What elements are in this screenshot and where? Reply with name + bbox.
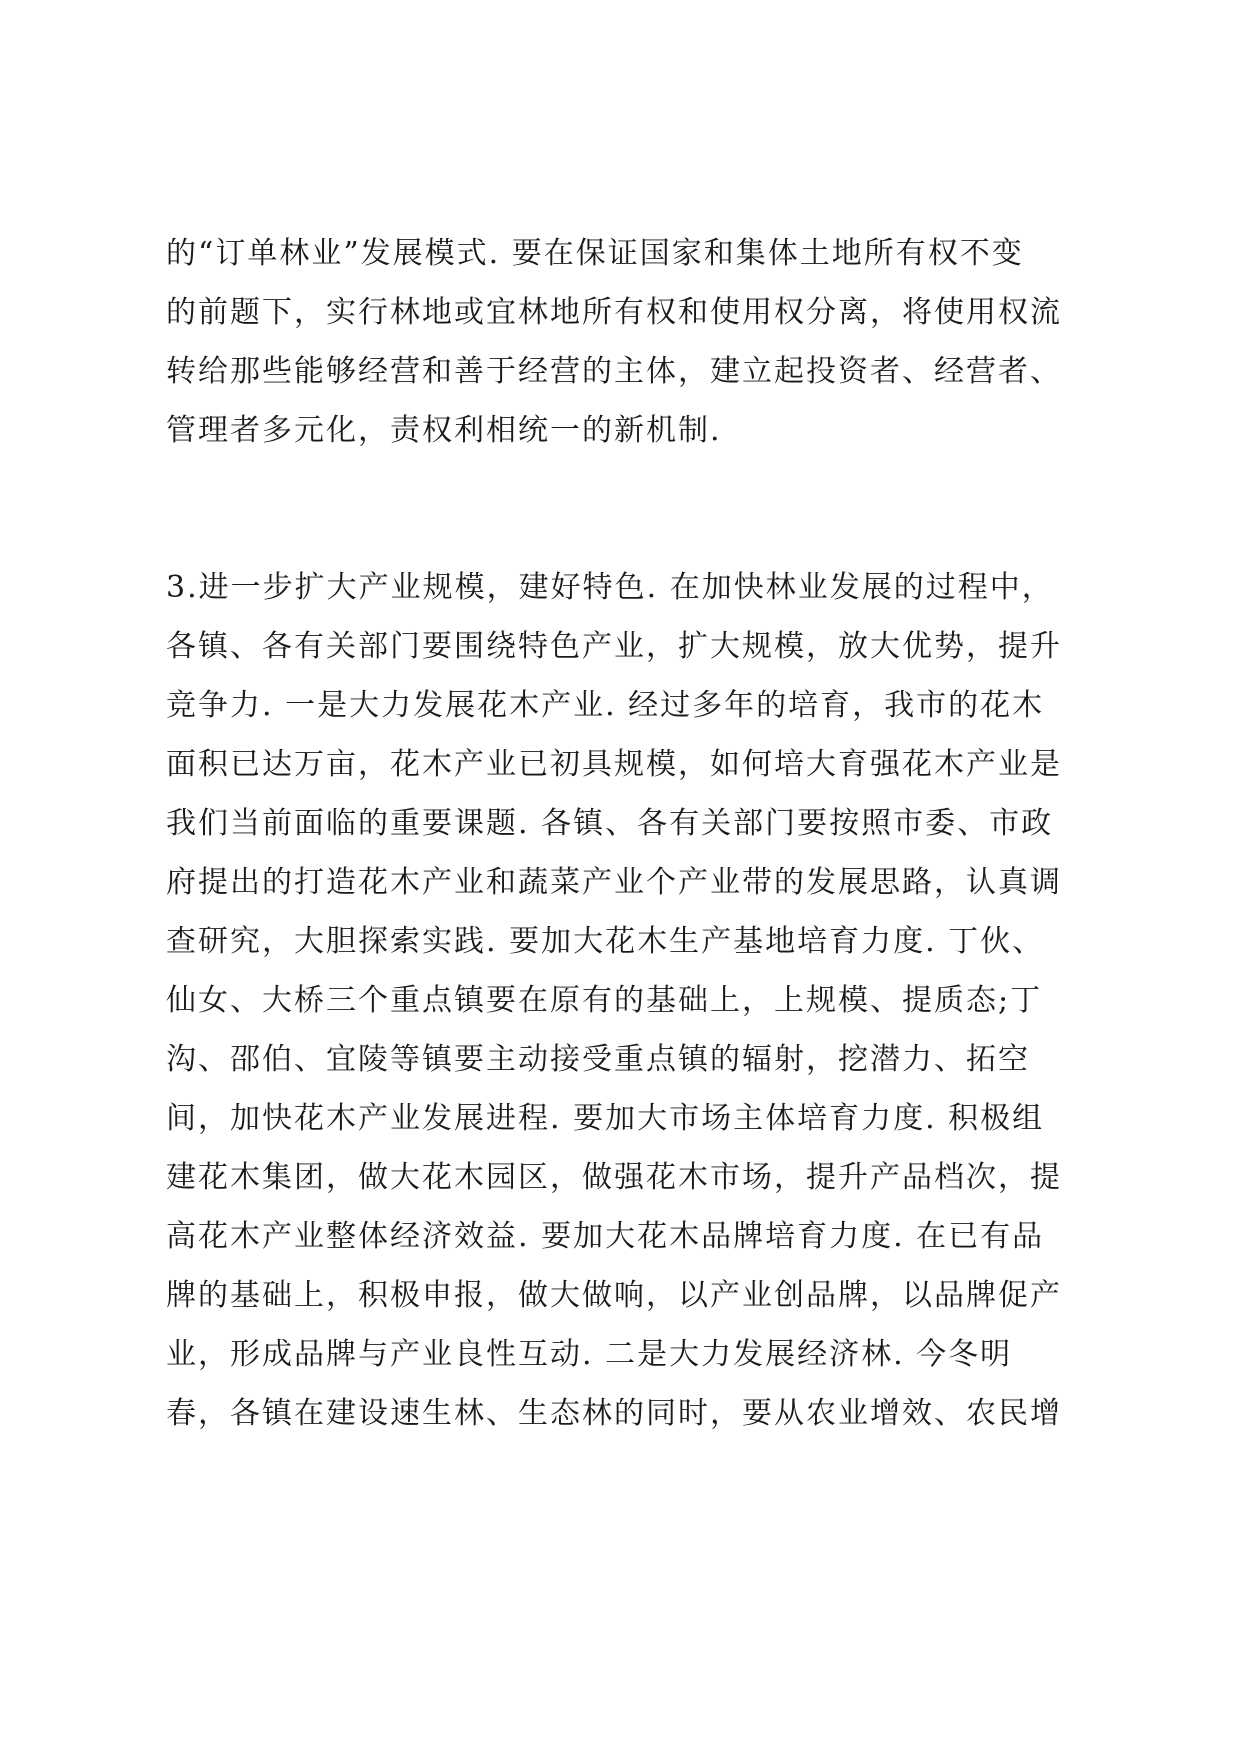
- text-line: 的前题下，实行林地或宜林地所有权和使用权分离，将使用权流: [166, 295, 1062, 330]
- text-line: 春，各镇在建设速生林、生态林的同时，要从农业增效、农民增: [166, 1396, 1062, 1431]
- text-line: 竞争力. 一是大力发展花木产业. 经过多年的培育，我市的花木: [166, 688, 1045, 723]
- text-line: 高花木产业整体经济效益. 要加大花木品牌培育力度. 在已有品: [166, 1219, 1045, 1254]
- text-line: 业，形成品牌与产业良性互动. 二是大力发展经济林. 今冬明: [166, 1337, 1013, 1372]
- text-line: 牌的基础上，积极申报，做大做响，以产业创品牌，以品牌促产: [166, 1278, 1062, 1313]
- text-line: 面积已达万亩，花木产业已初具规模，如何培大育强花木产业是: [166, 747, 1062, 782]
- text-line: 查研究，大胆探索实践. 要加大花木生产基地培育力度. 丁伙、: [166, 924, 1045, 959]
- text-line: 府提出的打造花木产业和蔬菜产业个产业带的发展思路，认真调: [166, 865, 1062, 900]
- text-line: 3.进一步扩大产业规模，建好特色. 在加快林业发展的过程中，: [166, 570, 1054, 605]
- text-line: 转给那些能够经营和善于经营的主体，建立起投资者、经营者、: [166, 354, 1062, 389]
- text-line: 管理者多元化，责权利相统一的新机制.: [166, 413, 722, 448]
- text-line: 仙女、大桥三个重点镇要在原有的基础上，上规模、提质态;丁: [166, 983, 1043, 1018]
- text-line: 的“订单林业”发展模式. 要在保证国家和集体土地所有权不变: [166, 236, 1024, 271]
- text-line: 沟、邵伯、宜陵等镇要主动接受重点镇的辐射，挖潜力、拓空: [166, 1042, 1030, 1077]
- paragraph-order-forestry: [166, 224, 1096, 460]
- text-line: 各镇、各有关部门要围绕特色产业，扩大规模，放大优势，提升: [166, 629, 1062, 664]
- text-line: 间，加快花木产业发展进程. 要加大市场主体培育力度. 积极组: [166, 1101, 1045, 1136]
- text-line: 我们当前面临的重要课题. 各镇、各有关部门要按照市委、市政: [166, 806, 1054, 841]
- text-line: 建花木集团，做大花木园区，做强花木市场，提升产品档次，提: [166, 1160, 1062, 1195]
- paragraph-industry-scale: [166, 558, 1096, 1443]
